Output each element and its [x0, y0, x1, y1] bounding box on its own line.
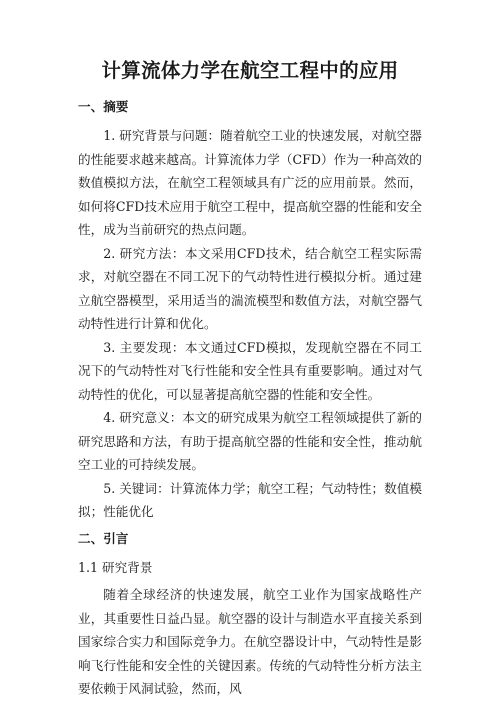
introduction-section — [78, 530, 422, 701]
introduction-heading: 二、引言 — [78, 530, 129, 546]
abstract-paragraph-method: 2. 研究方法：本文采用CFD技术，结合航空工程实际需求，对航空器在不同工况下的气动特性进行模拟分析。通过建立航空器模型，采用适当的湍流模型和数值方法，对航空器气动特性进行计算和优化。 — [78, 245, 422, 331]
introduction-paragraph: 随着全球经济的快速发展，航空工业作为国家战略性产业，其重要性日益凸显。航空器的设计与制造水平直接关系到国家综合实力和国际竞争力。在航空器设计中，气动特性是影响飞行性能和安全性的关键因素。传统的气动特性分析方法主要依赖于风洞试验，然而，风 — [78, 587, 422, 696]
document-title: 计算流体力学在航空工程中的应用 — [101, 59, 399, 82]
abstract-heading: 一、摘要 — [78, 99, 129, 114]
abstract-section — [78, 98, 422, 524]
abstract-paragraph-keywords: 5. 关键词：计算流体力学；航空工程；气动特性；数值模拟；性能优化 — [78, 480, 422, 519]
introduction-subheading: 1.1 研究背景 — [78, 559, 153, 575]
abstract-paragraph-significance: 4. 研究意义：本文的研究成果为航空工程领域提供了新的研究思路和方法，有助于提高航空器的性能和安全性，推动航空工业的可持续发展。 — [78, 410, 422, 472]
document-page — [78, 56, 422, 701]
abstract-paragraph-background: 1. 研究背景与问题：随着航空工业的快速发展，对航空器的性能要求越来越高。计算流体力学（CFD）作为一种高效的数值模拟方法，在航空工程领域具有广泛的应用前景。然而，如何将CFD技术应用于航空工程中，提高航空器的性能和安全性，成为当前研究的热点问题。 — [78, 128, 422, 237]
abstract-paragraph-findings: 3. 主要发现：本文通过CFD模拟，发现航空器在不同工况下的气动特性对飞行性能和安全性具有重要影响。通过对气动特性的优化，可以显著提高航空器的性能和安全性。 — [78, 339, 422, 402]
